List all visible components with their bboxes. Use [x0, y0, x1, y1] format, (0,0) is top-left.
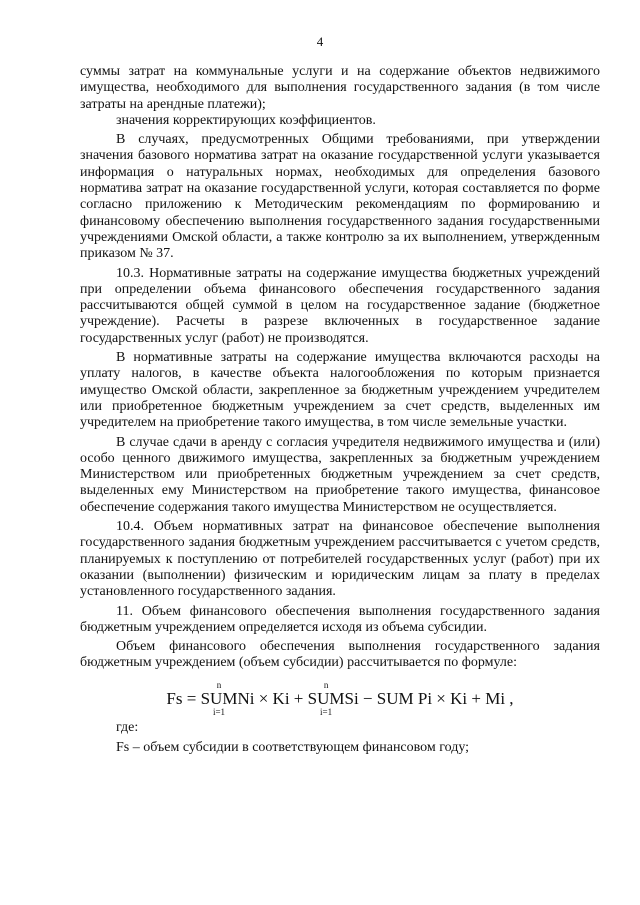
sum-operator	[307, 679, 345, 717]
paragraph: значения корректирующих коэффициентов.	[116, 112, 376, 128]
paragraph: 11. Объем финансового обеспечения выполнения государственного задания бюджетным учреждением определяется исходя из объема субсидии.	[80, 603, 600, 635]
where-label: где:	[116, 719, 139, 735]
sum-lower-limit: i=1	[320, 706, 333, 717]
page-number: 4	[316, 34, 324, 49]
subsidy-formula	[80, 679, 600, 717]
paragraph: В случае сдачи в аренду с согласия учредителя недвижимого имущества и (или) особо ценного движимого имущества, закрепленных за бюджетным учреждением Министерством или приобретенных бюджетным учреждением за счет средств, выделенных ему Министерством на приобретение такого имущества, финансовое обеспечение содержания такого имущества Министерством не осуществляется.	[80, 434, 600, 515]
document-body	[80, 64, 600, 756]
formula-lhs: Fs =	[166, 688, 201, 708]
formula-term: Si − SUM Pi × Ki + Mi ,	[344, 688, 514, 708]
paragraph: В нормативные затраты на содержание имущества включаются расходы на уплату налогов, в качестве объекта налогообложения по которым признается имущество Омской области, закрепленное за бюджетным учреждением учредителем или приобретенное бюджетным учреждением за счет средств, выделенных им учредителем на приобретение такого имущества, в том числе земельные участки.	[80, 350, 600, 431]
formula-term: Ni × Ki +	[237, 688, 308, 708]
sum-symbol: SUM	[307, 688, 345, 708]
sum-symbol: SUM	[200, 688, 238, 708]
definition-item: Fs – объем субсидии в соответствующем финансовом году;	[116, 739, 470, 755]
paragraph: В случаях, предусмотренных Общими требованиями, при утверждении значения базового норматива затрат на оказание государственной услуги указывается информация о натуральных нормах, необходимых для определения базового норматива затрат на оказание государственной услуги, которая составляется по форме согласно приложению к Методическим рекомендациям по формированию и финансовому обеспечению выполнения государственного задания государственными учреждениями Омской области, а также контролю за их выполнением, утвержденным приказом № 37.	[80, 132, 600, 262]
sum-lower-limit: i=1	[212, 706, 226, 717]
sum-operator	[200, 679, 238, 717]
paragraph: 10.3. Нормативные затраты на содержание имущества бюджетных учреждений при определении объема финансового обеспечения государственного задания рассчитываются общей суммой в целом на государственное задание (бюджетное учреждение). Расчеты в разрезе включенных в государственное задание государственных услуг (работ) не производятся.	[80, 265, 600, 346]
sum-upper-limit: n	[323, 679, 329, 690]
paragraph: Объем финансового обеспечения выполнения государственного задания бюджетным учреждением (объем субсидии) рассчитывается по формуле:	[80, 639, 600, 671]
paragraph: суммы затрат на коммунальные услуги и на содержание объектов недвижимого имущества, необходимого для выполнения государственного задания (в том числе затраты на арендные платежи);	[80, 64, 600, 112]
sum-upper-limit: n	[216, 679, 222, 690]
paragraph: 10.4. Объем нормативных затрат на финансовое обеспечение выполнения государственного задания бюджетным учреждением рассчитывается с учетом средств, планируемых к поступлению от потребителей государственных услуг (работ) при их оказании (выполнении) физическим и юридическим лицам за плату в пределах установленного государственного задания.	[80, 519, 600, 600]
